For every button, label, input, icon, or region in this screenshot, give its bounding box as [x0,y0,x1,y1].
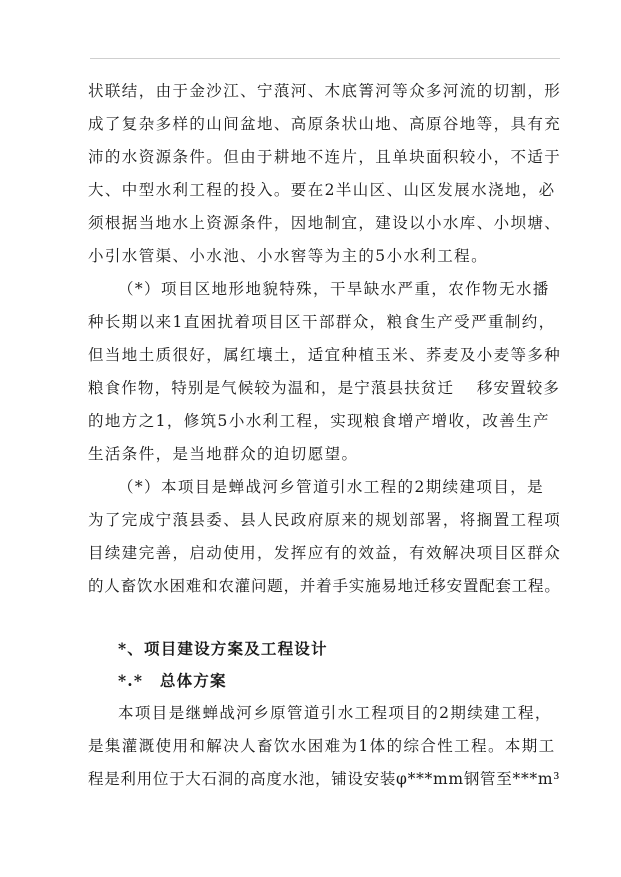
paragraph-1-line-5: 须根据当地水上资源条件，因地制宜，建设以小水库、小坝塘、 [88,214,562,232]
paragraph-2-line-3: 但当地土质很好，属红壤土，适宜种植玉米、荞麦及小麦等多种 [88,346,562,364]
paragraph-1-line-3: 沛的水资源条件。但由于耕地不连片，且单块面积较小，不适于 [88,148,562,166]
paragraph-1-line-2: 成了复杂多样的山间盆地、高原条状山地、高原谷地等，具有充 [88,115,562,133]
paragraph-2-line-2: 种长期以来1直困扰着项目区干部群众，粮食生产受严重制约， [88,313,556,331]
paragraph-2-line-6: 生活条件，是当地群众的迫切愿望。 [88,445,359,463]
paragraph-1-line-4: 大、中型水利工程的投入。要在2半山区、山区发展水浇地，必 [88,181,556,199]
paragraph-3-line-2: 为了完成宁蒗县委、县人民政府原来的规划部署，将搁置工程项 [88,511,562,529]
paragraph-4-line-3: 程是利用位于大石洞的高度水池，铺设安装φ***mm钢管至***m³ [88,770,561,788]
paragraph-4-line-1: 本项目是继蝉战河乡原管道引水工程项目的2期续建工程， [118,704,552,722]
paragraph-3-line-1: （*）本项目是蝉战河乡管道引水工程的2期续建项目，是 [118,478,545,496]
page-header-rule [90,58,560,59]
paragraph-3-line-3: 目续建完善，启动使用，发挥应有的效益，有效解决项目区群众 [88,544,562,562]
paragraph-1-line-6: 小引水管渠、小水池、小水窖等为主的5小水利工程。 [88,247,488,265]
paragraph-1-line-1: 状联结，由于金沙江、宁蒗河、木底箐河等众多河流的切割，形 [88,82,562,100]
paragraph-3-line-4: 的人畜饮水困难和农灌问题，并着手实施易地迁移安置配套工程。 [88,577,561,595]
paragraph-4-line-2: 是集灌溉使用和解决人畜饮水困难为1体的综合性工程。本期工 [88,737,556,755]
section-heading: *、项目建设方案及工程设计 [118,639,328,658]
subsection-heading: *.* 总体方案 [118,671,227,690]
paragraph-2-line-5: 的地方之1，修筑5小水利工程，实现粮食增产增收，改善生产 [88,412,550,430]
paragraph-2-line-4: 粮食作物，特别是气候较为温和，是宁蒗县扶贫迁 移安置较多 [88,379,561,397]
paragraph-2-line-1: （*）项目区地形地貌特殊，干旱缺水严重，农作物无水播 [118,280,550,298]
